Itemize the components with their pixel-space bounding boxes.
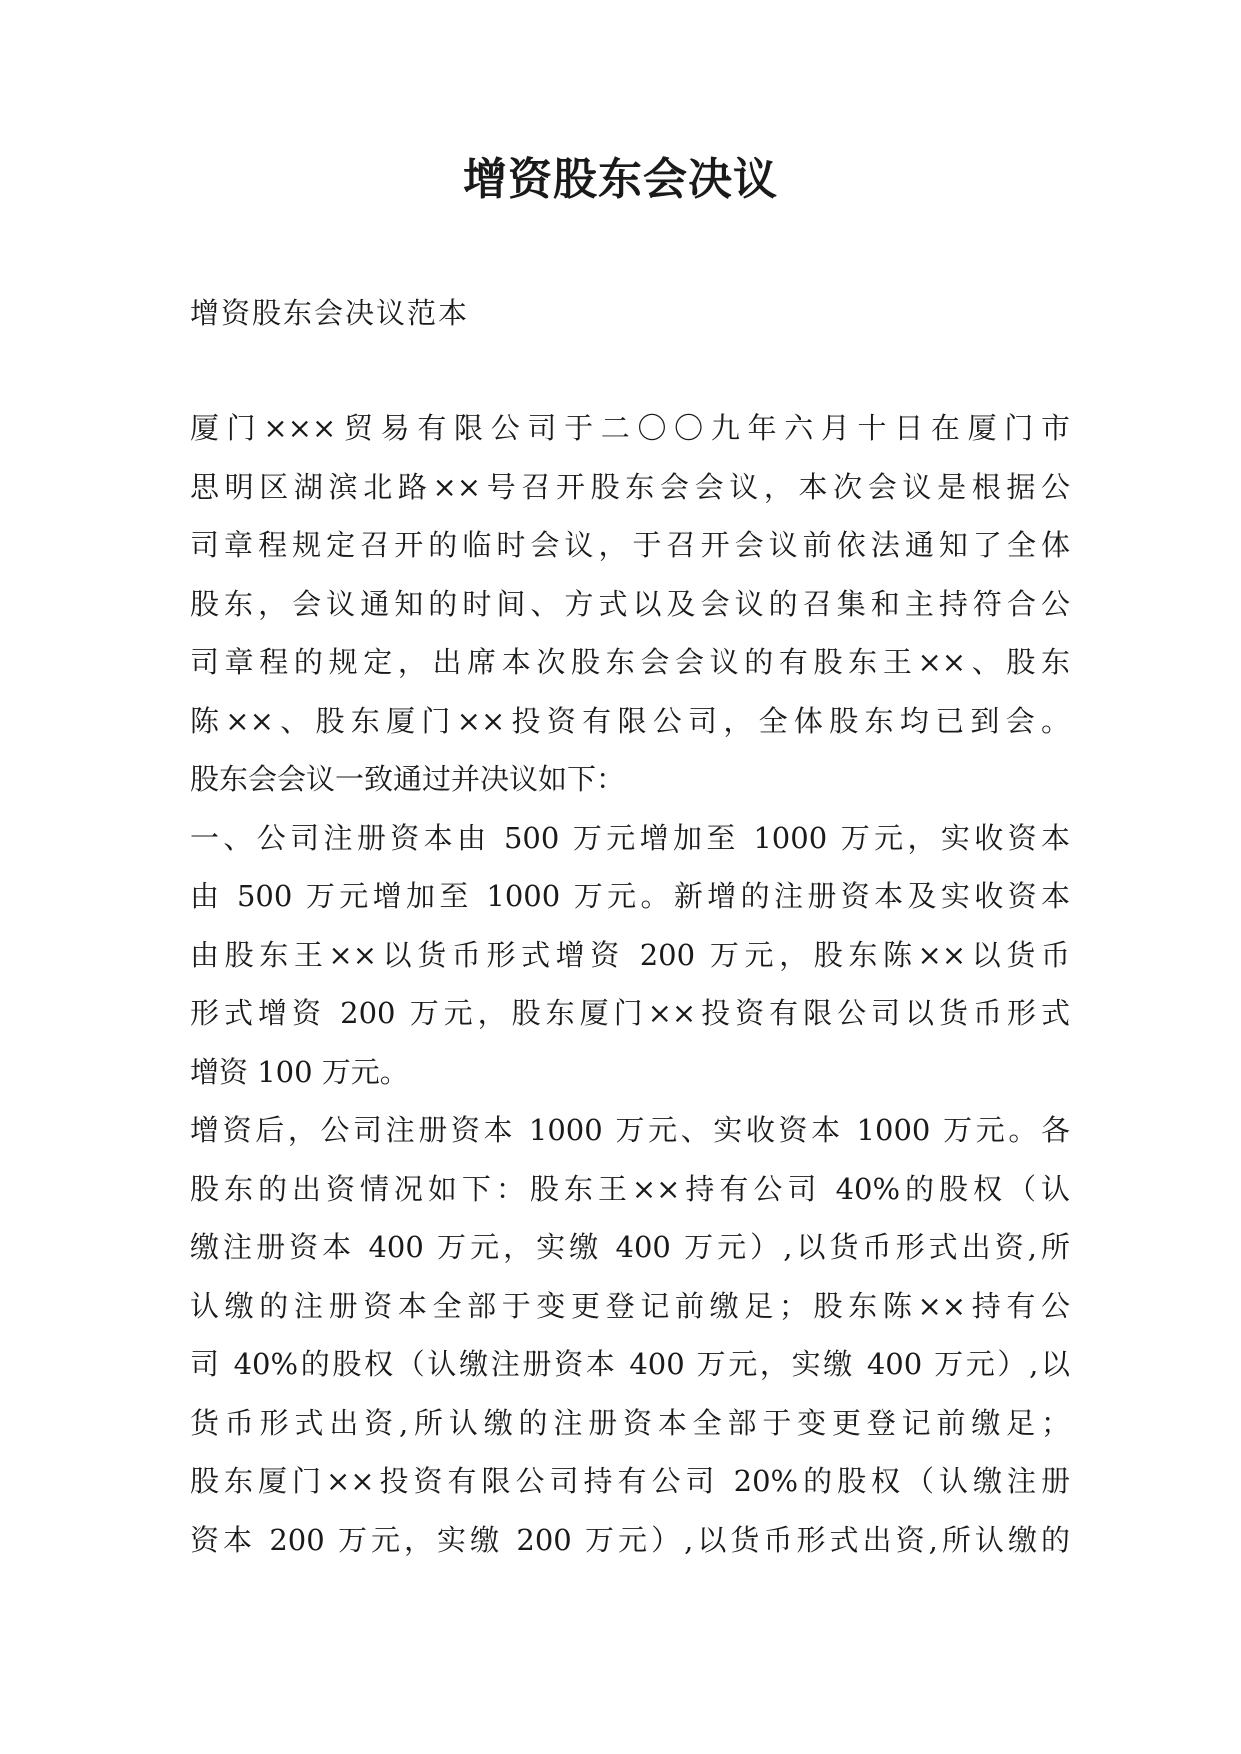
body-text-line: 资本 200 万元，实缴 200 万元）,以货币形式出资,所认缴的 [190,1522,1070,1557]
body-text-line: 陈××、股东厦门××投资有限公司，全体股东均已到会。 [190,703,1070,738]
body-text-line: 货币形式出资,所认缴的注册资本全部于变更登记前缴足； [190,1405,1070,1440]
body-text-line: 司章程规定召开的临时会议，于召开会议前依法通知了全体 [190,528,1070,562]
body-text-line: 增资 100 万元。 [190,1054,409,1089]
body-text-line: 思明区湖滨北路××号召开股东会会议，本次会议是根据公 [190,469,1070,504]
body-text-line: 司章程的规定，出席本次股东会会议的有股东王××、股东 [190,645,1070,679]
body-text-line: 司 40%的股权（认缴注册资本 400 万元，实缴 400 万元）,以 [190,1347,1070,1381]
body-text-line: 一、公司注册资本由 500 万元增加至 1000 万元，实收资本 [190,820,1070,855]
body-text-line: 股东，会议通知的时间、方式以及会议的召集和主持符合公 [190,586,1070,621]
body-text-line: 由股东王××以货币形式增资 200 万元，股东陈××以货币 [190,937,1070,972]
document-subtitle: 增资股东会决议范本 [190,296,470,330]
body-text-line: 股东的出资情况如下：股东王××持有公司 40%的股权（认 [190,1171,1070,1206]
body-text-line: 认缴的注册资本全部于变更登记前缴足；股东陈××持有公 [190,1288,1070,1323]
document-body [190,408,1070,1578]
body-text-line: 股东会会议一致通过并决议如下： [190,762,626,796]
body-text-line: 股东厦门××投资有限公司持有公司 20%的股权（认缴注册 [190,1464,1070,1498]
body-text-line: 形式增资 200 万元，股东厦门××投资有限公司以货币形式 [190,996,1070,1030]
document-title: 增资股东会决议 [463,154,778,205]
body-text-line: 缴注册资本 400 万元，实缴 400 万元）,以货币形式出资,所 [190,1230,1070,1264]
body-text-line: 增资后，公司注册资本 1000 万元、实收资本 1000 万元。各 [190,1113,1070,1147]
body-text-line: 厦门×××贸易有限公司于二〇〇九年六月十日在厦门市 [190,411,1070,445]
body-text-line: 由 500 万元增加至 1000 万元。新增的注册资本及实收资本 [190,879,1070,913]
